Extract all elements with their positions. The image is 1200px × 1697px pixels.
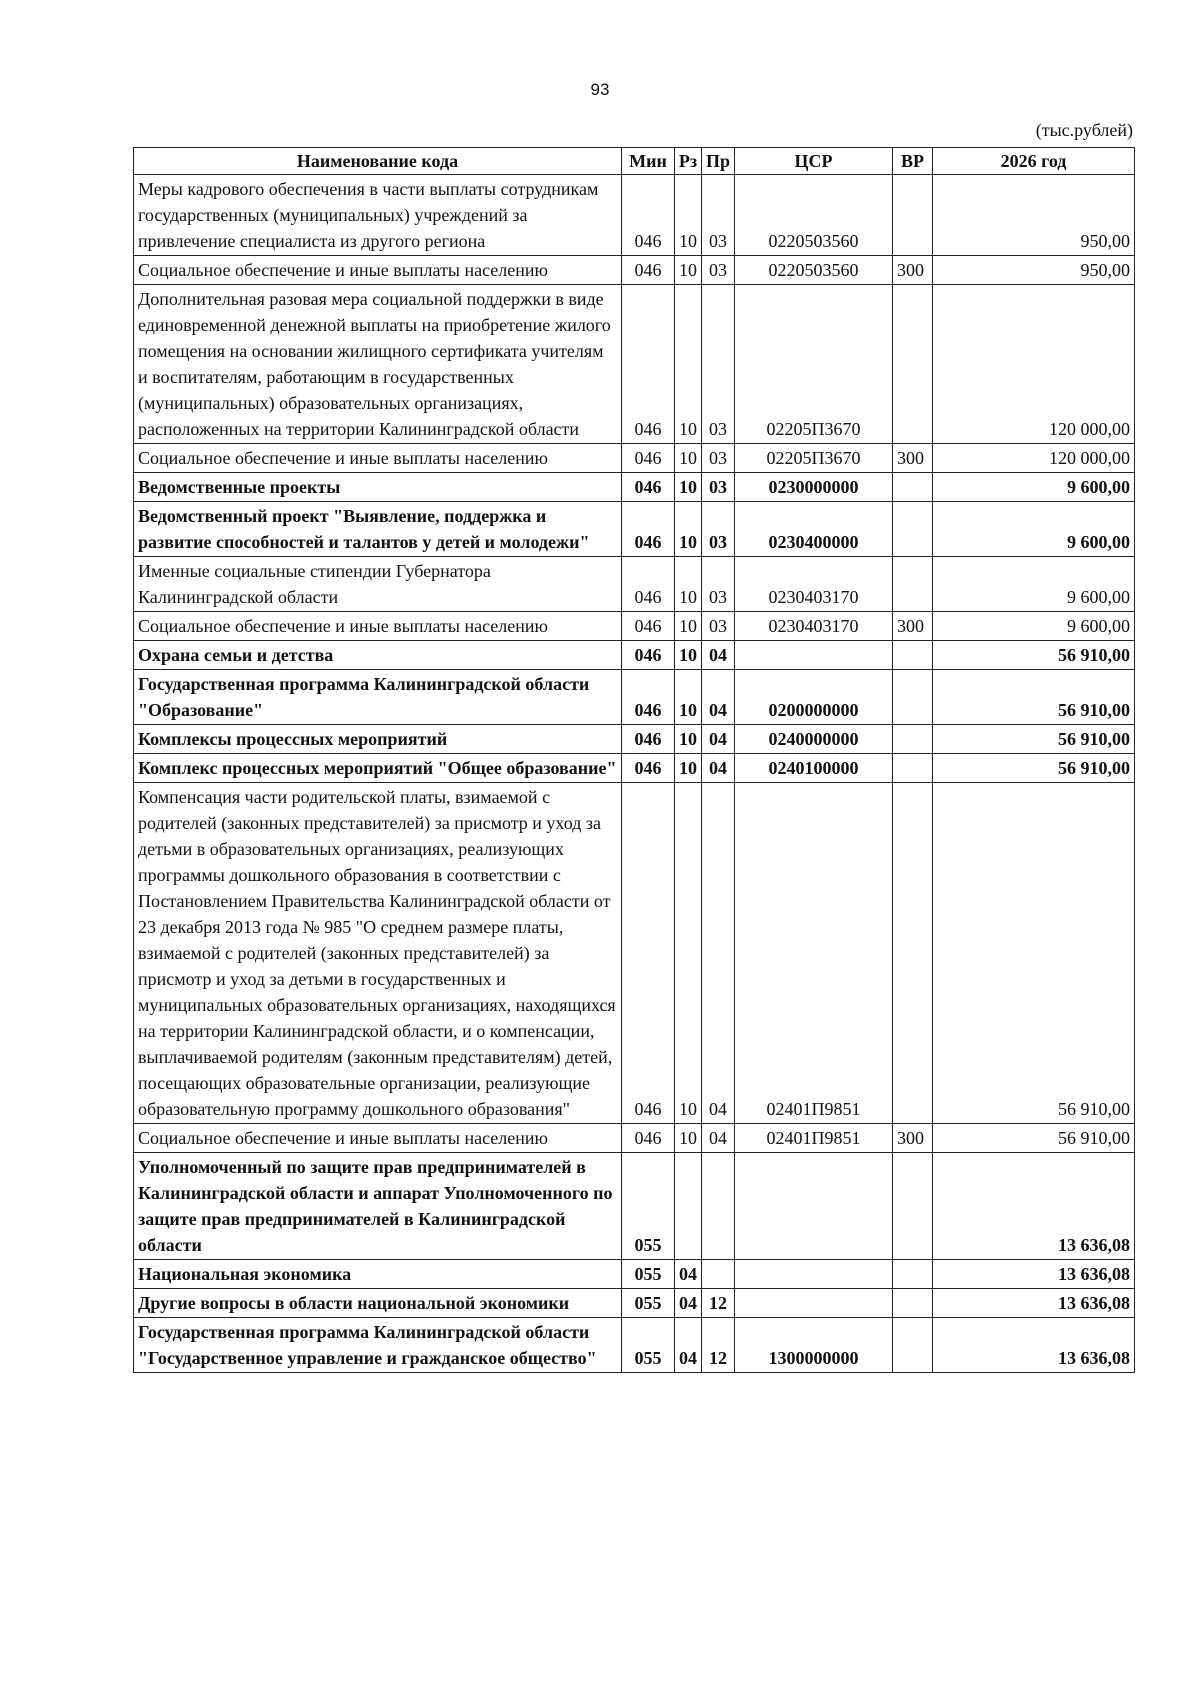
header-vr: ВР (893, 148, 933, 175)
cell-pr: 03 (702, 502, 735, 557)
cell-vr (893, 641, 933, 670)
cell-pr: 04 (702, 754, 735, 783)
page-number: 93 (590, 80, 610, 99)
cell-name: Дополнительная разовая мера социальной поддержки в виде единовременной денежной выплаты на приобретение жилого помещения на основании жилищного сертификата учителям и воспитателям, работающим в государственных (муниципальных) образовательных организациях, расположенных на территории Калининградской области (134, 285, 622, 444)
cell-pr: 04 (702, 670, 735, 725)
cell-min: 055 (622, 1153, 675, 1260)
cell-pr: 04 (702, 725, 735, 754)
header-pr: Пр (702, 148, 735, 175)
cell-rz: 04 (675, 1260, 702, 1289)
cell-name: Именные социальные стипендии Губернатора Калининградской области (134, 557, 622, 612)
cell-pr: 03 (702, 285, 735, 444)
table-row (134, 285, 1135, 444)
cell-min: 046 (622, 612, 675, 641)
table-row (134, 612, 1135, 641)
budget-table (133, 147, 1135, 1373)
cell-amount: 56 910,00 (933, 670, 1135, 725)
cell-pr: 03 (702, 612, 735, 641)
cell-csr: 0230000000 (735, 473, 893, 502)
cell-name: Социальное обеспечение и иные выплаты населению (134, 612, 622, 641)
cell-min: 046 (622, 285, 675, 444)
cell-pr (702, 1260, 735, 1289)
cell-min: 046 (622, 783, 675, 1124)
cell-amount: 13 636,08 (933, 1289, 1135, 1318)
cell-rz: 10 (675, 612, 702, 641)
cell-min: 055 (622, 1289, 675, 1318)
cell-rz: 10 (675, 256, 702, 285)
cell-rz: 10 (675, 641, 702, 670)
cell-vr (893, 1153, 933, 1260)
cell-amount: 13 636,08 (933, 1318, 1135, 1373)
cell-csr: 0220503560 (735, 175, 893, 256)
cell-csr (735, 1289, 893, 1318)
table-row (134, 473, 1135, 502)
cell-amount: 9 600,00 (933, 612, 1135, 641)
cell-csr (735, 1153, 893, 1260)
cell-vr (893, 557, 933, 612)
header-csr: ЦСР (735, 148, 893, 175)
cell-min: 055 (622, 1260, 675, 1289)
cell-rz (675, 1153, 702, 1260)
cell-name: Другие вопросы в области национальной экономики (134, 1289, 622, 1318)
cell-csr: 0240000000 (735, 725, 893, 754)
cell-csr: 0230403170 (735, 557, 893, 612)
cell-name: Комплексы процессных мероприятий (134, 725, 622, 754)
cell-pr: 03 (702, 175, 735, 256)
table-row (134, 1260, 1135, 1289)
cell-rz: 10 (675, 502, 702, 557)
cell-csr: 0200000000 (735, 670, 893, 725)
cell-rz: 10 (675, 1124, 702, 1153)
cell-rz: 10 (675, 783, 702, 1124)
cell-vr (893, 1318, 933, 1373)
cell-csr: 0230403170 (735, 612, 893, 641)
cell-csr: 02401П9851 (735, 783, 893, 1124)
cell-min: 046 (622, 444, 675, 473)
cell-min: 055 (622, 1318, 675, 1373)
cell-name: Охрана семьи и детства (134, 641, 622, 670)
cell-vr (893, 502, 933, 557)
cell-vr (893, 1289, 933, 1318)
cell-vr: 300 (893, 1124, 933, 1153)
cell-name: Уполномоченный по защите прав предпринимателей в Калининградской области и аппарат Уполномоченного по защите прав предпринимателей в Калининградской области (134, 1153, 622, 1260)
cell-rz: 10 (675, 285, 702, 444)
cell-rz: 10 (675, 444, 702, 473)
cell-amount: 950,00 (933, 256, 1135, 285)
cell-rz: 10 (675, 670, 702, 725)
table-row (134, 444, 1135, 473)
cell-csr: 02205П3670 (735, 444, 893, 473)
cell-csr: 0220503560 (735, 256, 893, 285)
cell-vr (893, 725, 933, 754)
cell-name: Ведомственные проекты (134, 473, 622, 502)
cell-vr (893, 754, 933, 783)
cell-pr: 03 (702, 444, 735, 473)
cell-name: Государственная программа Калининградской области "Государственное управление и гражданское общество" (134, 1318, 622, 1373)
cell-amount: 950,00 (933, 175, 1135, 256)
cell-csr: 0230400000 (735, 502, 893, 557)
table-header-row (134, 148, 1135, 175)
cell-name: Национальная экономика (134, 1260, 622, 1289)
cell-amount: 120 000,00 (933, 444, 1135, 473)
cell-min: 046 (622, 473, 675, 502)
table-row (134, 1153, 1135, 1260)
cell-pr: 04 (702, 641, 735, 670)
cell-name: Ведомственный проект "Выявление, поддержка и развитие способностей и талантов у детей и молодежи" (134, 502, 622, 557)
cell-amount: 9 600,00 (933, 557, 1135, 612)
table-row (134, 754, 1135, 783)
cell-vr (893, 473, 933, 502)
cell-amount: 9 600,00 (933, 502, 1135, 557)
cell-min: 046 (622, 175, 675, 256)
cell-name: Социальное обеспечение и иные выплаты населению (134, 444, 622, 473)
cell-pr: 04 (702, 783, 735, 1124)
cell-pr: 12 (702, 1318, 735, 1373)
header-rz: Рз (675, 148, 702, 175)
cell-csr: 0240100000 (735, 754, 893, 783)
cell-name: Социальное обеспечение и иные выплаты населению (134, 256, 622, 285)
cell-rz: 04 (675, 1289, 702, 1318)
cell-amount: 9 600,00 (933, 473, 1135, 502)
cell-vr (893, 285, 933, 444)
header-min: Мин (622, 148, 675, 175)
cell-rz: 10 (675, 473, 702, 502)
cell-min: 046 (622, 725, 675, 754)
table-row (134, 783, 1135, 1124)
cell-name: Компенсация части родительской платы, взимаемой с родителей (законных представителей) за присмотр и уход за детьми в образовательных организациях, реализующих программы дошкольного образования в соответствии с Постановлением Правительства Калининградской области от 23 декабря 2013 года № 985 "О среднем размере платы, взимаемой с родителей (законных представителей) за присмотр и уход за детьми в государственных и муниципальных образовательных организациях, находящихся на территории Калининградской области, и о компенсации, выплачиваемой родителям (законным представителям) детей, посещающих образовательные организации, реализующие образовательную программу дошкольного образования" (134, 783, 622, 1124)
cell-pr: 03 (702, 473, 735, 502)
cell-amount: 56 910,00 (933, 725, 1135, 754)
cell-min: 046 (622, 502, 675, 557)
cell-rz: 10 (675, 754, 702, 783)
cell-amount: 120 000,00 (933, 285, 1135, 444)
table-row (134, 175, 1135, 256)
cell-rz: 10 (675, 557, 702, 612)
cell-vr: 300 (893, 444, 933, 473)
cell-csr (735, 641, 893, 670)
cell-name: Комплекс процессных мероприятий "Общее образование" (134, 754, 622, 783)
table-body (134, 175, 1135, 1373)
cell-amount: 56 910,00 (933, 1124, 1135, 1153)
units-label: (тыс.рублей) (1035, 120, 1133, 140)
cell-amount: 56 910,00 (933, 641, 1135, 670)
cell-min: 046 (622, 256, 675, 285)
cell-name: Меры кадрового обеспечения в части выплаты сотрудникам государственных (муниципальных) учреждений за привлечение специалиста из другого региона (134, 175, 622, 256)
cell-csr: 02205П3670 (735, 285, 893, 444)
table-row (134, 1124, 1135, 1153)
table-row (134, 557, 1135, 612)
cell-amount: 56 910,00 (933, 754, 1135, 783)
table-row (134, 670, 1135, 725)
cell-min: 046 (622, 557, 675, 612)
cell-pr: 12 (702, 1289, 735, 1318)
cell-vr (893, 1260, 933, 1289)
cell-pr: 04 (702, 1124, 735, 1153)
cell-min: 046 (622, 641, 675, 670)
table-row (134, 641, 1135, 670)
table-row (134, 725, 1135, 754)
cell-amount: 56 910,00 (933, 783, 1135, 1124)
cell-name: Социальное обеспечение и иные выплаты населению (134, 1124, 622, 1153)
cell-name: Государственная программа Калининградской области "Образование" (134, 670, 622, 725)
table-row (134, 1318, 1135, 1373)
cell-vr (893, 175, 933, 256)
header-year: 2026 год (933, 148, 1135, 175)
table-row (134, 502, 1135, 557)
cell-min: 046 (622, 754, 675, 783)
cell-min: 046 (622, 670, 675, 725)
cell-csr: 1300000000 (735, 1318, 893, 1373)
cell-amount: 13 636,08 (933, 1260, 1135, 1289)
cell-csr: 02401П9851 (735, 1124, 893, 1153)
cell-vr: 300 (893, 612, 933, 641)
cell-pr: 03 (702, 557, 735, 612)
cell-rz: 04 (675, 1318, 702, 1373)
table-row (134, 1289, 1135, 1318)
cell-pr (702, 1153, 735, 1260)
cell-vr: 300 (893, 256, 933, 285)
cell-min: 046 (622, 1124, 675, 1153)
cell-amount: 13 636,08 (933, 1153, 1135, 1260)
table-row (134, 256, 1135, 285)
cell-rz: 10 (675, 725, 702, 754)
cell-vr (893, 783, 933, 1124)
cell-csr (735, 1260, 893, 1289)
cell-pr: 03 (702, 256, 735, 285)
cell-rz: 10 (675, 175, 702, 256)
header-name: Наименование кода (134, 148, 622, 175)
cell-vr (893, 670, 933, 725)
